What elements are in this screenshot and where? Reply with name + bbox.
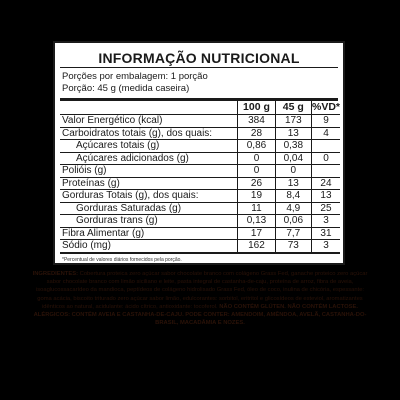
table-row [60,140,340,153]
nutrition-facts-panel [53,41,345,265]
value-vd [311,165,340,178]
footnote: *Percentual de valores diários fornecidos pela porção. [62,256,182,263]
value-vd: 3 [311,240,340,253]
table-row [60,190,340,203]
value-45g: 7,7 [275,227,311,240]
title-divider [60,67,338,68]
value-45g: 0,38 [275,140,311,153]
value-100g: 0 [238,152,275,165]
header-blank-cell [60,101,238,115]
nutrient-name: Valor Energético (kcal) [60,115,238,128]
ingredients-heading: INGREDIENTES: [32,271,79,277]
header-vd: %VD* [311,101,340,113]
nutrient-name: Gorduras Totais (g), dos quais: [60,190,238,203]
value-100g: 384 [238,115,275,128]
table-row [60,202,340,215]
allergen-statement: ALÉRGICOS: CONTÉM AVEIA E CASTANHA-DE-CAJU. PODE CONTER: AMENDOIM, AMÊNDOA, AVELÃ, CASTANHA-DO-BRASIL, MACADÂMIA E NOZES. [33,312,367,327]
ingredients-block [28,270,372,327]
value-45g: 13 [275,177,311,190]
table-row [60,240,340,253]
label-title: INFORMAÇÃO NUTRICIONAL [98,50,300,66]
ingredients-body: Cobertura proteica zero açúcar sabor chocolate branco com colágeno Grass Fed, ganache proteico zero açúcar sabor chocolate branco com limão siciliano e leite, pasta integral de castanha-de-caju, proteína de arroz, fibra de aveia, isoaglucossacarídeo da mandioca, peptídeos de colágeno hidrolisado Grass Fed, óleo de coco, inulina de chicória, espessante: goma acácia, biscoito triturado zero açúcar sabor limão, edulcorantes: sorbitol, eritritol e glicosídeos de esteviol, aromatizantes idênticos ao natural, acidulante: ácido cítrico, antioxidante: tocoferol. [35,271,368,310]
nutrient-name: Proteínas (g) [60,177,238,190]
value-vd: 31 [311,227,340,240]
value-45g: 13 [275,127,311,140]
nutrient-name: Açúcares totais (g) [60,140,238,153]
value-100g: 0,86 [238,140,275,153]
value-45g: 0,06 [275,215,311,228]
value-45g: 4,9 [275,202,311,215]
table-row [60,215,340,228]
nutrient-name: Gorduras trans (g) [60,215,238,228]
value-100g: 17 [238,227,275,240]
table-row [60,152,340,165]
value-vd [311,140,340,153]
table-row [60,115,340,128]
table-row [60,165,340,178]
nutrient-name: Sódio (mg) [60,240,238,253]
value-100g: 0 [238,165,275,178]
nutrient-name: Carboidratos totais (g), dos quais: [60,127,238,140]
lactose-statement: NÃO CONTÉM LACTOSE. [287,303,358,310]
value-45g: 0 [275,165,311,178]
value-vd: 13 [311,190,340,203]
value-100g: 11 [238,202,275,215]
value-100g: 162 [238,240,275,253]
value-vd: 3 [311,215,340,228]
servings-per-package: Porções por embalagem: 1 porção [62,71,208,82]
table-header-row [60,101,340,115]
table-row [60,227,340,240]
nutrient-name: Polióis (g) [60,165,238,178]
value-vd: 25 [311,202,340,215]
value-100g: 28 [238,127,275,140]
nutrient-name: Fibra Alimentar (g) [60,227,238,240]
value-45g: 8,4 [275,190,311,203]
value-vd: 24 [311,177,340,190]
value-vd: 9 [311,115,340,128]
value-100g: 0,13 [238,215,275,228]
value-45g: 173 [275,115,311,128]
value-45g: 73 [275,240,311,253]
value-45g: 0,04 [275,152,311,165]
serving-size: Porção: 45 g (medida caseira) [62,83,190,94]
gluten-statement: NÃO CONTÉM GLÚTEN. [219,303,286,310]
value-vd: 0 [311,152,340,165]
nutrition-table [60,101,340,254]
table-row [60,127,340,140]
value-100g: 26 [238,177,275,190]
value-vd: 4 [311,127,340,140]
nutrient-name: Açúcares adicionados (g) [60,152,238,165]
header-45g: 45 g [275,101,311,115]
nutrient-name: Gorduras Saturadas (g) [60,202,238,215]
table-row [60,177,340,190]
header-100g: 100 g [238,101,275,115]
value-100g: 19 [238,190,275,203]
